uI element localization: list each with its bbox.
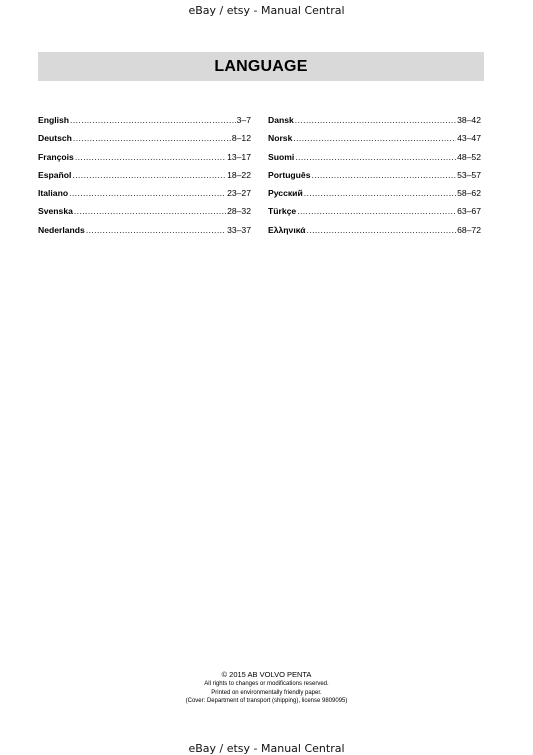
toc-language: Nederlands — [38, 224, 85, 235]
toc-leader — [293, 133, 456, 143]
toc-entry — [38, 115, 251, 133]
toc-leader — [295, 115, 456, 125]
toc-pages: 58–62 — [457, 188, 481, 199]
toc-leader — [69, 188, 226, 198]
toc-pages: 63–67 — [457, 206, 481, 217]
language-header — [38, 52, 484, 81]
page-title: LANGUAGE — [214, 58, 308, 75]
watermark-top: eBay / etsy - Manual Central — [188, 4, 345, 17]
toc-entry — [38, 206, 251, 224]
toc-pages: 43–47 — [457, 133, 481, 144]
toc-pages: 3–7 — [236, 115, 251, 125]
toc-pages: 38–42 — [457, 115, 481, 125]
toc-language: Suomi — [268, 151, 295, 162]
toc-pages: 33–37 — [227, 224, 251, 235]
toc-leader — [295, 152, 456, 162]
toc-language: English — [38, 115, 70, 125]
toc-language: Deutsch — [38, 133, 72, 144]
toc-entry — [268, 170, 481, 188]
toc-entry — [268, 133, 481, 151]
toc-language: Русский — [268, 188, 303, 199]
toc-leader — [312, 170, 457, 180]
toc-pages: 28–32 — [227, 206, 251, 217]
toc-language: Italiano — [38, 188, 69, 199]
toc-entry — [38, 133, 251, 151]
toc-pages: 68–72 — [457, 224, 481, 235]
toc-entry — [38, 170, 251, 188]
toc-pages: 18–22 — [227, 169, 251, 180]
toc-entry — [268, 152, 481, 170]
toc-leader — [86, 225, 226, 235]
footer-paper: Printed on environmentally friendly paper. — [211, 689, 322, 696]
toc-leader — [297, 206, 456, 216]
toc-language: Svenska — [38, 206, 73, 217]
toc-pages: 53–57 — [457, 169, 481, 180]
toc-language: Norsk — [268, 133, 293, 144]
toc-entry — [268, 188, 481, 206]
footer-cover: (Cover: Department of transport (shipping), license 9809095) — [185, 698, 348, 704]
toc-entry — [38, 188, 251, 206]
toc-leader — [70, 115, 236, 125]
toc-pages: 23–27 — [227, 188, 251, 199]
toc-leader — [73, 133, 231, 143]
toc-right-column — [268, 115, 481, 243]
toc-entry — [38, 152, 251, 170]
toc-leader — [75, 152, 226, 162]
toc-entry — [38, 225, 251, 243]
toc-pages: 48–52 — [457, 151, 481, 162]
watermark-bottom: eBay / etsy - Manual Central — [188, 742, 345, 755]
toc-pages: 8–12 — [231, 133, 251, 144]
footer — [0, 670, 533, 706]
toc-language: Português — [268, 169, 311, 180]
toc-left-column — [38, 115, 251, 243]
toc-leader — [307, 225, 457, 235]
toc-language: Dansk — [268, 115, 294, 125]
toc-pages: 13–17 — [227, 151, 251, 162]
toc-entry — [268, 206, 481, 224]
toc-leader — [74, 206, 226, 216]
toc-leader — [72, 170, 226, 180]
toc-language: François — [38, 151, 74, 162]
toc-language: Español — [38, 169, 72, 180]
toc-entry — [268, 225, 481, 243]
footer-rights: All rights to changes or modifications reserved. — [204, 681, 329, 687]
toc-language: Türkçe — [268, 206, 297, 217]
toc-language: Ελληνικά — [268, 224, 306, 235]
toc-entry — [268, 115, 481, 133]
toc-leader — [304, 188, 456, 198]
footer-copyright: © 2015 AB VOLVO PENTA — [221, 670, 312, 679]
